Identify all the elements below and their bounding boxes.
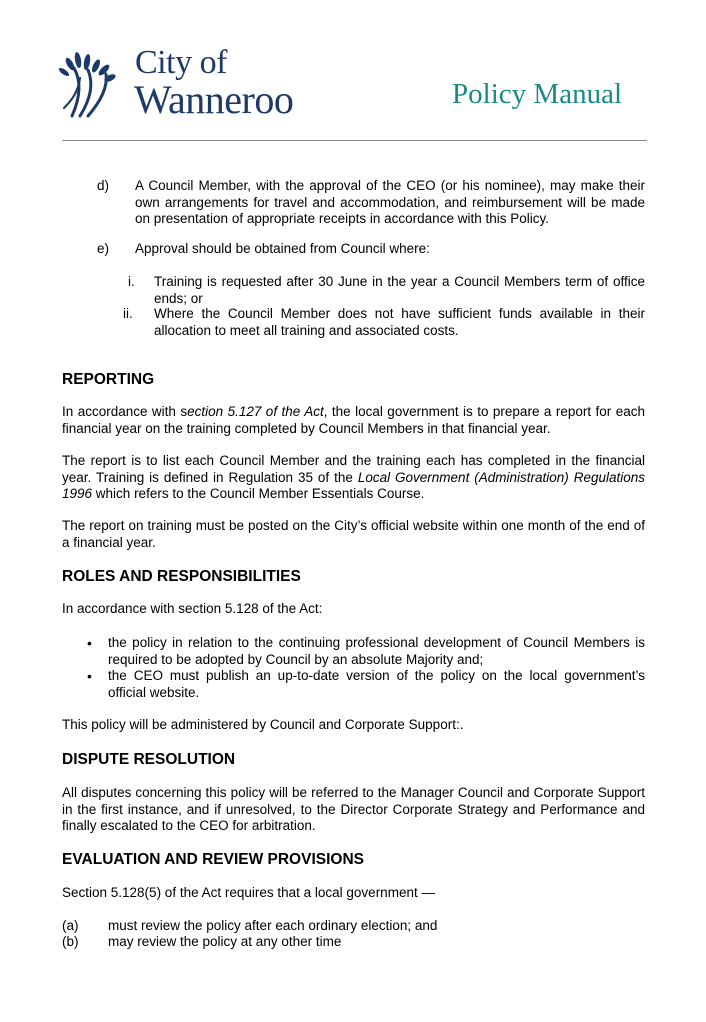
evaluation-heading: EVALUATION AND REVIEW PROVISIONS [62, 851, 364, 868]
policy-manual-title: Policy Manual [452, 78, 622, 110]
item-e-text: Approval should be obtained from Council where: [135, 241, 430, 256]
subitem-i-text: Training is requested after 30 June in the year a Council Members term of office ends; or [154, 274, 645, 306]
evaluation-intro: Section 5.128(5) of the Act requires that a local government — [62, 885, 435, 900]
header-divider [62, 140, 647, 141]
subitem-ii-text: Where the Council Member does not have sufficient funds available in their allocation to meet all training and associated costs. [154, 306, 645, 338]
reporting-paragraph-1: In accordance with section 5.127 of the Act, the local government is to prepare a report for each financial year on the training completed by Council Members in that financial year. [62, 404, 645, 436]
roles-heading: ROLES AND RESPONSIBILITIES [62, 568, 301, 585]
logo-wanneroo-text: Wanneroo [134, 77, 294, 122]
reporting-paragraph-3: The report on training must be posted on the City’s official website within one month of the end of a financial year. [62, 518, 645, 550]
logo-city-text: City of [135, 44, 227, 81]
eval-marker-a: (a) [62, 918, 79, 933]
eval-item-b: may review the policy at any other time [108, 934, 342, 949]
wanneroo-logo-icon [58, 48, 134, 120]
roles-bullet-1: the policy in relation to the continuing professional development of Council Members is required to be adopted by Council by an absolute Majority and; [108, 635, 645, 667]
dispute-heading: DISPUTE RESOLUTION [62, 751, 236, 768]
bullet-dot: • [87, 635, 92, 651]
reporting-paragraph-2: The report is to list each Council Member and the training each has completed in the financial year. Training is defined in Regulation 35 of the Local Government (Administration) Regulations 1996 which refers to the Council Member Essentials Course. [62, 453, 646, 501]
reporting-heading: REPORTING [62, 371, 155, 388]
roles-intro: In accordance with section 5.128 of the Act: [62, 601, 323, 616]
eval-marker-b: (b) [62, 934, 79, 949]
roles-bullet-2: the CEO must publish an up-to-date version of the policy on the local government’s official website. [108, 668, 645, 700]
dispute-text: All disputes concerning this policy will be referred to the Manager Council and Corporate Support in the first instance, and if unresolved, to the Director Corporate Strategy and Performance and finally escalated to the CEO for arbitration. [62, 785, 645, 833]
item-marker-e: e) [97, 241, 110, 256]
roles-closing: This policy will be administered by Council and Corporate Support:. [62, 717, 464, 732]
item-marker-d: d) [97, 178, 110, 193]
bullet-dot: • [87, 668, 92, 684]
subitem-marker-ii: ii. [123, 306, 133, 321]
item-d-text: A Council Member, with the approval of the CEO (or his nominee), may make their own arrangements for travel and accommodation, and reimbursement will be made on presentation of appropriate receipts in accordance with this Policy. [135, 178, 645, 226]
subitem-marker-i: i. [128, 274, 135, 289]
eval-item-a: must review the policy after each ordinary election; and [108, 918, 438, 933]
